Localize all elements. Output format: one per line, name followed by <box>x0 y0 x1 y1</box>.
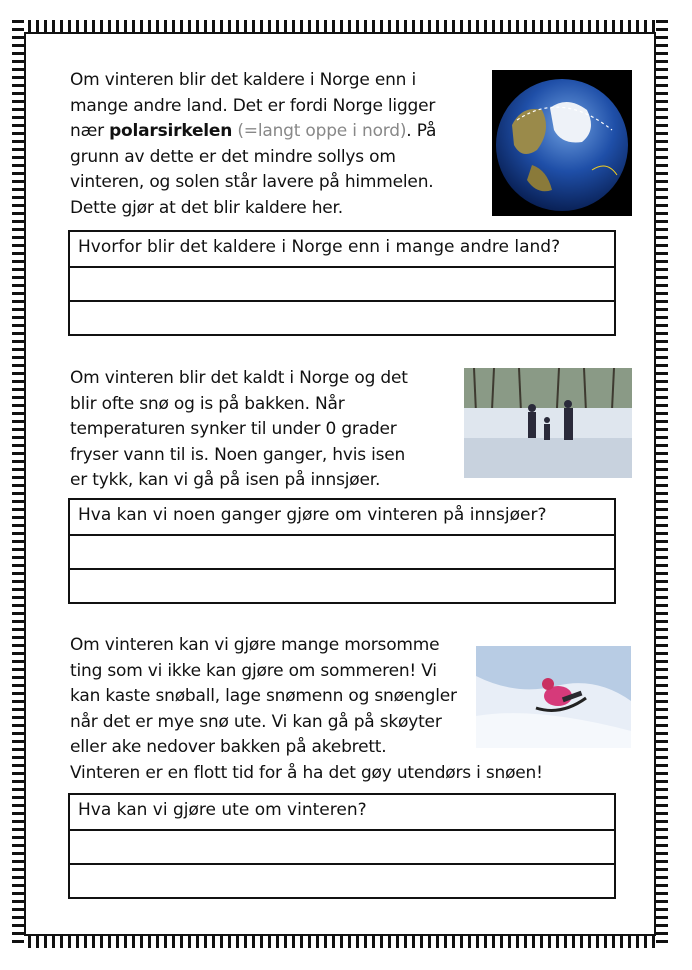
question-2: Hva kan vi noen ganger gjøre om vinteren på innsjøer? <box>78 505 547 525</box>
text-line: når det er mye snø ute. Vi kan gå på skøyter <box>70 711 442 732</box>
frame-right-border <box>656 20 668 948</box>
section-3-text <box>70 633 543 786</box>
answer-box-3 <box>68 793 616 899</box>
globe-arctic-image <box>492 70 632 216</box>
text-line: temperaturen synker til under 0 grader <box>70 419 397 439</box>
text-line: Om vinteren blir det kaldt i Norge og det <box>70 368 408 388</box>
answer-box-2 <box>68 498 616 604</box>
answer-line[interactable] <box>70 863 614 897</box>
keyword-polarsirkelen: polarsirkelen <box>109 121 233 141</box>
text-line: eller ake nedover bakken på akebrett. <box>70 737 387 757</box>
answer-line[interactable] <box>70 534 614 568</box>
answer-line[interactable] <box>70 300 614 334</box>
text-line: fryser vann til is. Noen ganger, hvis isen <box>70 444 406 465</box>
answer-line[interactable] <box>70 266 614 300</box>
text-line: kan kaste snøball, lage snømenn og snøengler <box>70 686 457 706</box>
question-1: Hvorfor blir det kaldere i Norge enn i mange andre land? <box>78 237 561 257</box>
child-sledding-image <box>476 646 631 748</box>
section-1-text <box>70 68 436 221</box>
section-2-text <box>70 366 408 494</box>
text-line: Dette gjør at det blir kaldere her. <box>70 197 343 218</box>
text-line: Om vinteren blir det kaldere i Norge enn i <box>70 70 416 90</box>
frame-left-border <box>12 20 24 948</box>
text-line: nær polarsirkelen (=langt oppe i nord). På <box>70 121 437 141</box>
text-line: Vinteren er en flott tid for å ha det gøy utendørs i snøen! <box>70 762 543 783</box>
text-line: mange andre land. Det er fordi Norge ligger <box>70 95 436 116</box>
text-line: grunn av dette er det mindre sollys om <box>70 146 396 167</box>
text-line: vinteren, og solen står lavere på himmelen. <box>70 172 434 192</box>
family-on-ice-image <box>464 368 632 478</box>
frame-bottom-border <box>12 936 668 948</box>
question-3: Hva kan vi gjøre ute om vinteren? <box>78 800 367 820</box>
gloss-text: (=langt oppe i nord) <box>232 121 407 141</box>
frame-top-border <box>12 20 668 32</box>
answer-box-1 <box>68 230 616 336</box>
answer-line[interactable] <box>70 568 614 602</box>
text-line: er tykk, kan vi gå på isen på innsjøer. <box>70 470 381 490</box>
answer-line[interactable] <box>70 829 614 863</box>
text-line: blir ofte snø og is på bakken. Når <box>70 393 345 414</box>
text-line: ting som vi ikke kan gjøre om sommeren! Vi <box>70 660 437 681</box>
text-line: Om vinteren kan vi gjøre mange morsomme <box>70 635 440 655</box>
